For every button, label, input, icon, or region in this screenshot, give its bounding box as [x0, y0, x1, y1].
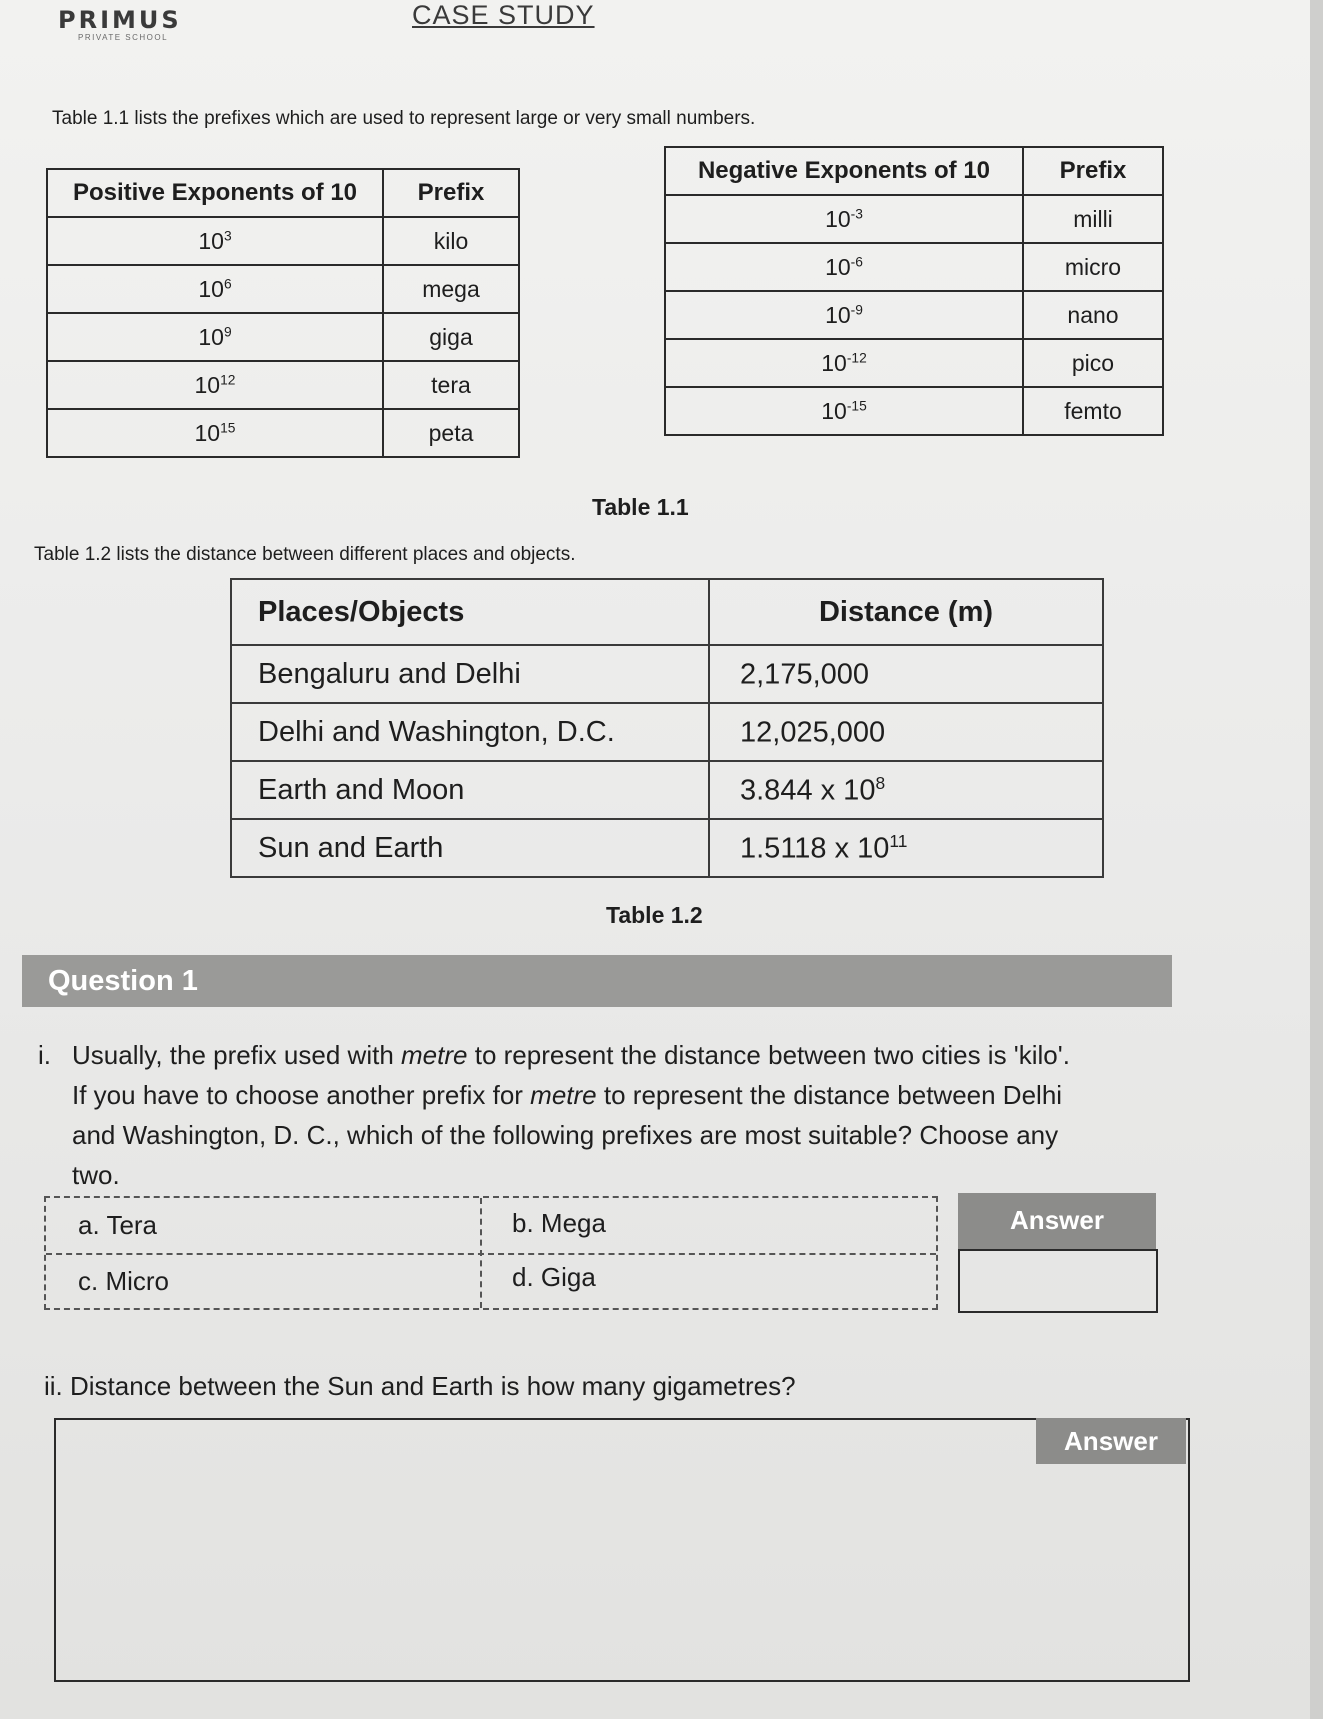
exponent-cell: $10^{12}$ [47, 361, 383, 409]
options-box [44, 1196, 938, 1310]
question-line: two. [72, 1160, 120, 1190]
question-line [38, 1075, 1168, 1115]
prefix-cell: pico [1023, 339, 1163, 387]
place-cell: Earth and Moon [231, 761, 709, 819]
question-ii-text: ii. Distance between the Sun and Earth is how many gigametres? [44, 1371, 796, 1401]
distance-cell: 3.844 x $10^8$ [709, 761, 1103, 819]
intro-table-1-1: Table 1.1 lists the prefixes which are used to represent large or very small numbers. [52, 108, 756, 129]
table-row [665, 339, 1163, 387]
prefix-cell: milli [1023, 195, 1163, 243]
exponent-cell: $10^{-9}$ [665, 291, 1023, 339]
exponent-cell: $10^6$ [47, 265, 383, 313]
place-cell: Delhi and Washington, D.C. [231, 703, 709, 761]
table-row [47, 361, 519, 409]
place-cell: Sun and Earth [231, 819, 709, 877]
column-header: Prefix [383, 169, 519, 217]
table-row [47, 217, 519, 265]
prefix-cell: giga [383, 313, 519, 361]
options-divider [480, 1198, 482, 1308]
question-line: and Washington, D. C., which of the following prefixes are most suitable? Choose any [72, 1120, 1059, 1150]
table-row [231, 703, 1103, 761]
table-row [665, 243, 1163, 291]
exponent-cell: $10^{-15}$ [665, 387, 1023, 435]
exponent-cell: $10^{-6}$ [665, 243, 1023, 291]
option-c[interactable]: c. Micro [78, 1266, 169, 1296]
answer-label: Answer [958, 1193, 1156, 1249]
page-edge [1310, 0, 1323, 1719]
answer-input-box[interactable] [958, 1249, 1158, 1313]
prefix-cell: kilo [383, 217, 519, 265]
exponent-cell: $10^9$ [47, 313, 383, 361]
option-d[interactable]: d. Giga [512, 1262, 596, 1292]
table-row [231, 645, 1103, 703]
prefix-cell: tera [383, 361, 519, 409]
prefix-cell: mega [383, 265, 519, 313]
exponent-cell: $10^{15}$ [47, 409, 383, 457]
distance-table [230, 578, 1104, 878]
distance-cell: 1.5118 x $10^{11}$ [709, 819, 1103, 877]
prefix-cell: micro [1023, 243, 1163, 291]
table-header-row [665, 147, 1163, 195]
place-cell: Bengaluru and Delhi [231, 645, 709, 703]
table-row [47, 409, 519, 457]
table-row [665, 291, 1163, 339]
table-row [665, 387, 1163, 435]
exponent-cell: $10^{-12}$ [665, 339, 1023, 387]
school-logo: PRIMUS [58, 6, 182, 34]
column-header: Places/Objects [231, 579, 709, 645]
question-text: Usually, the prefix used with [72, 1040, 394, 1070]
page-title: CASE STUDY [412, 0, 595, 30]
table-row [47, 265, 519, 313]
column-header: Prefix [1023, 147, 1163, 195]
option-a[interactable]: a. Tera [78, 1210, 158, 1240]
intro-table-1-2: Table 1.2 lists the distance between different places and objects. [34, 544, 576, 565]
table-row [231, 761, 1103, 819]
prefix-cell: femto [1023, 387, 1163, 435]
positive-exponents-table [46, 168, 520, 458]
distance-cell: 12,025,000 [709, 703, 1103, 761]
prefix-cell: nano [1023, 291, 1163, 339]
question-text-italic: metre [401, 1040, 468, 1070]
option-b[interactable]: b. Mega [512, 1208, 606, 1238]
column-header: Positive Exponents of 10 [47, 169, 383, 217]
answer-input-box[interactable] [54, 1418, 1190, 1682]
exponent-cell: $10^{-3}$ [665, 195, 1023, 243]
exponent-cell: $10^3$ [47, 217, 383, 265]
table-1-1-caption: Table 1.1 [592, 494, 689, 520]
question-header-bar [22, 955, 1172, 1007]
question-number: i. [38, 1040, 51, 1070]
distance-cell: 2,175,000 [709, 645, 1103, 703]
table-header-row [231, 579, 1103, 645]
answer-label: Answer [1036, 1418, 1186, 1464]
table-1-2-caption: Table 1.2 [606, 902, 703, 928]
table-row [665, 195, 1163, 243]
prefix-cell: peta [383, 409, 519, 457]
question-text-italic: metre [530, 1080, 597, 1110]
column-header: Negative Exponents of 10 [665, 147, 1023, 195]
question-title: Question 1 [48, 965, 198, 997]
question-text: If you have to choose another prefix for [72, 1080, 523, 1110]
column-header: Distance (m) [709, 579, 1103, 645]
table-row [231, 819, 1103, 877]
table-header-row [47, 169, 519, 217]
options-divider [46, 1253, 936, 1255]
negative-exponents-table [664, 146, 1164, 436]
question-i-text [38, 1035, 1168, 1195]
school-logo-subtitle: PRIVATE SCHOOL [78, 33, 169, 42]
table-row [47, 313, 519, 361]
question-text: to represent the distance between two cities is 'kilo'. [474, 1040, 1070, 1070]
question-text: to represent the distance between Delhi [603, 1080, 1063, 1110]
